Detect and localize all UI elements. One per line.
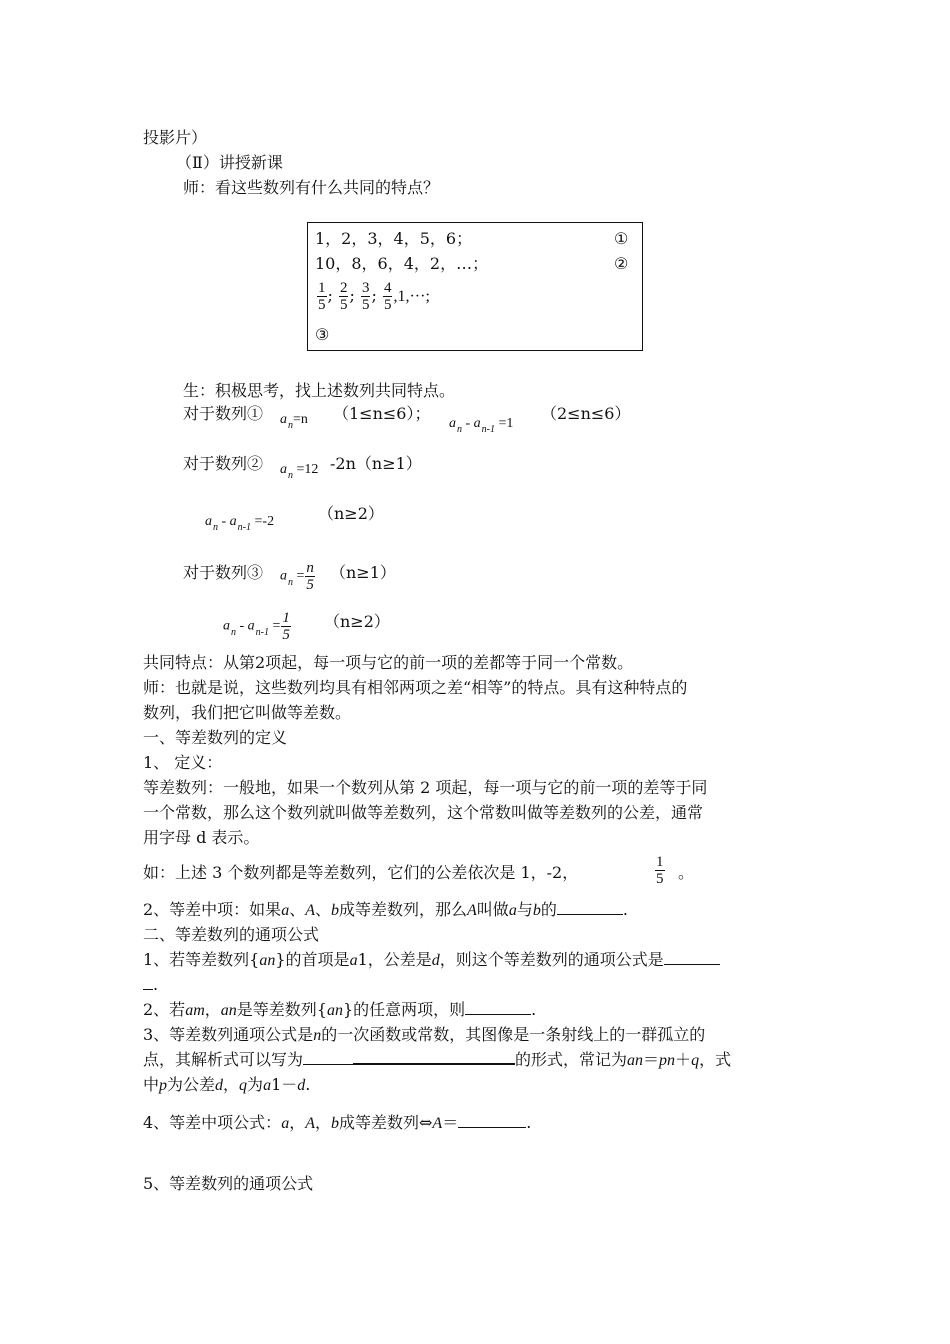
definition-line1: 等差数列：一般地，如果一个数列从第 2 项起，每一项与它的前一项的差等于同 xyxy=(143,778,708,797)
section-2-title: 二、等差数列的通项公式 xyxy=(143,925,320,944)
seq2-formula: $a_n =12$ xyxy=(280,462,319,481)
example-end: 。 xyxy=(678,863,695,882)
sequence-3-marker: ③ xyxy=(315,325,330,344)
seq1-label: 对于数列① xyxy=(183,404,264,423)
fraction: $\frac{1}{5}$ xyxy=(656,854,664,887)
text-intro-1: 投影片） xyxy=(143,128,208,147)
seq3-range: （n≥1） xyxy=(330,563,396,582)
seq3-range2: （n≥2） xyxy=(324,612,390,631)
definition-line2: 一个常数，那么这个数列就叫做等差数列，这个常数叫做等差数列的公差，通常 xyxy=(143,803,704,822)
answer-blank[interactable] xyxy=(557,914,623,915)
section-1-title: 一、等差数列的定义 xyxy=(143,728,288,747)
item-general-term-5: 5、等差数列的通项公式 xyxy=(143,1174,314,1193)
seq3-formula: $a_n$ = $\frac{n}{5}$ xyxy=(280,560,314,593)
item-arithmetic-mean-formula: 4、等差中项公式：a，A，b成等差数列⇔A＝ . xyxy=(143,1113,532,1132)
sequence-1: 1，2，3，4，5，6； xyxy=(315,229,473,248)
seq1-range2: （2≤n≤6） xyxy=(541,404,631,423)
item-general-term-3-line2: 点，其解析式可以写为 的形式，常记为an＝pn＋q，式 xyxy=(143,1050,732,1069)
text-student: 生：积极思考，找上述数列共同特点。 xyxy=(183,381,456,400)
example-fraction xyxy=(654,854,666,887)
item-general-term-3-line3: 中p为公差d，q为a1－d. xyxy=(143,1075,311,1094)
seq1-formula: $a_n=n$ xyxy=(280,412,308,431)
fraction: $\frac{1}{5}$ xyxy=(282,610,290,643)
sequence-2-marker: ② xyxy=(614,254,629,273)
seq2-range2: （n≥2） xyxy=(318,504,384,523)
seq2-tail: -2n（n≥1） xyxy=(330,454,422,473)
fraction: $\frac{1}{5}$ xyxy=(318,280,326,313)
seq3-difference: $a_n - a_{n-1}$ = $\frac{1}{5}$ xyxy=(223,610,290,643)
sequence-2: 10，8，6，4，2，…； xyxy=(315,254,489,273)
text-teacher-question: 师：看这些数列有什么共同的特点？ xyxy=(183,178,440,197)
seq2-label: 对于数列② xyxy=(183,454,264,473)
item-general-term-1-cont: . xyxy=(143,975,158,995)
answer-blank[interactable] xyxy=(458,1127,526,1128)
text-teacher-2-line1: 师：也就是说，这些数列均具有相邻两项之差“相等”的特点。具有这种特点的 xyxy=(143,678,688,697)
definition-line3: 用字母 d 表示。 xyxy=(143,828,260,847)
item-arithmetic-mean: 2、等差中项：如果a、A、b成等差数列，那么A叫做a与b的 . xyxy=(143,900,628,919)
text-common-feature: 共同特点：从第2项起，每一项与它的前一项的差都等于同一个常数。 xyxy=(143,653,634,672)
sequence-3: $\frac{1}{5}$ ; $\frac{2}{5}$ ; $\frac{3}{5}$ ; $\frac{4}{5}$ ,1,···; xyxy=(318,280,430,313)
example-line: 如：上述 3 个数列都是等差数列，它们的公差依次是 1，-2， xyxy=(143,863,579,882)
item-general-term-2: 2、若am，an是等差数列{an}的任意两项，则 . xyxy=(143,1000,537,1019)
fraction: $\frac{3}{5}$ xyxy=(361,280,370,313)
sequence-1-marker: ① xyxy=(614,229,629,248)
seq1-range: （1≤n≤6）； xyxy=(333,404,431,423)
fraction: $\frac{4}{5}$ xyxy=(383,280,392,313)
text-teacher-2-line2: 数列，我们把它叫做等差数。 xyxy=(143,703,352,722)
answer-blank[interactable] xyxy=(353,1063,515,1065)
answer-blank[interactable] xyxy=(143,989,153,990)
answer-blank[interactable] xyxy=(664,964,720,965)
fraction: $\frac{2}{5}$ xyxy=(339,280,348,313)
seq1-difference: $a_n - a_{n-1} =1$ xyxy=(449,416,514,435)
answer-blank[interactable] xyxy=(465,1014,531,1015)
item-general-term-1: 1、若等差数列{an}的首项是a1，公差是d，则这个等差数列的通项公式是 xyxy=(143,950,720,971)
heading-new-lesson: （Ⅱ）讲授新课 xyxy=(176,153,283,172)
section-1-subtitle: 1、 定义： xyxy=(143,753,223,772)
fraction: $\frac{n}{5}$ xyxy=(306,560,314,593)
seq3-label: 对于数列③ xyxy=(183,563,264,582)
item-general-term-3-line1: 3、等差数列通项公式是n的一次函数或常数，其图像是一条射线上的一群孤立的 xyxy=(143,1025,706,1044)
seq2-difference: $a_n - a_{n-1} =-2$ xyxy=(205,514,275,533)
answer-blank[interactable] xyxy=(303,1064,353,1065)
